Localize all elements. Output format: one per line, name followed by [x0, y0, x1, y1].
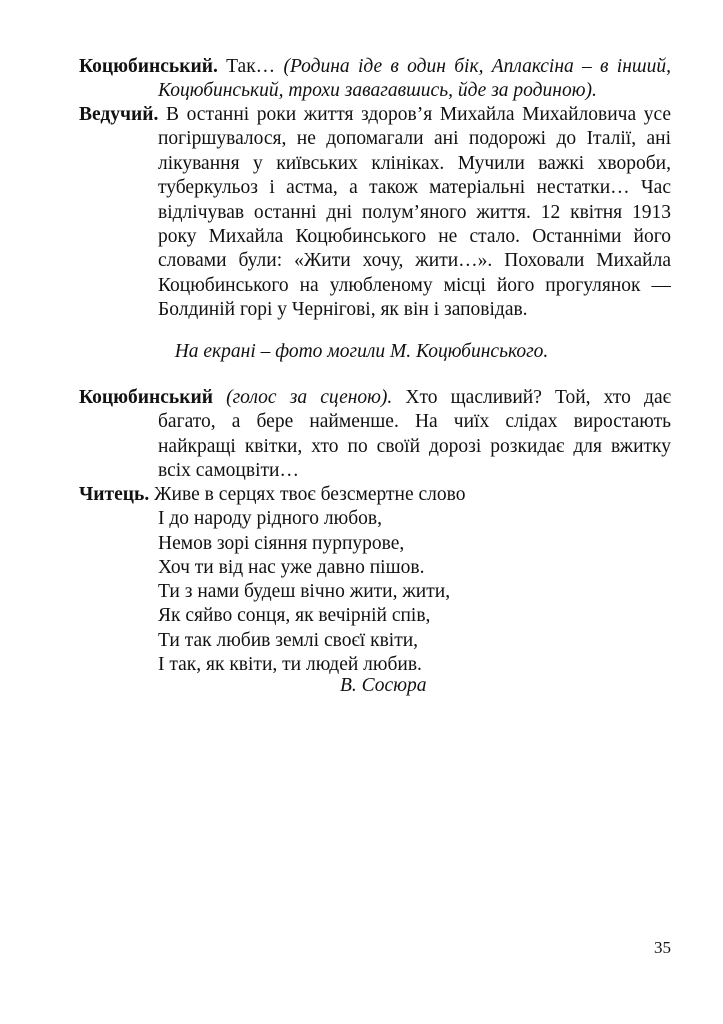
dialogue-text: В останні роки життя здоров’я Михайла Михайловича усе — [158, 104, 671, 125]
poem-reader — [79, 483, 679, 677]
poem-line: Хоч ти від нас уже давно пішов. — [158, 556, 425, 578]
poem-line: Ти з нами будеш вічно жити, жити, — [158, 581, 451, 603]
speaker-name: Коцюбинський — [79, 387, 213, 408]
dialogue-kotsiubynskyi-2 — [79, 386, 671, 484]
dialogue-line: погіршувалося, не допомагали ані подорожі до Італії, ані — [158, 128, 671, 150]
poem-line: Як сяйво сонця, як вечірній спів, — [158, 605, 431, 627]
stage-note: На екрані – фото могили М. Коцюбинського. — [174, 341, 549, 362]
poem-text: Живе в серцях твоє безсмертне слово — [149, 484, 466, 505]
stage-direction: (Родина іде в один бік, Аплаксіна – в інший, — [283, 56, 671, 77]
speaker-name: Коцюбинський. — [79, 56, 218, 77]
poem-line — [79, 483, 679, 507]
speaker-name: Ведучий. — [79, 104, 159, 125]
poem-line: І так, як квіти, ти людей любив. — [158, 654, 422, 676]
stage-direction: (голос за сценою). — [212, 387, 393, 408]
page-number: 35 — [654, 938, 671, 957]
dialogue-line — [79, 386, 671, 410]
speaker-name: Читець. — [79, 484, 150, 505]
dialogue-line: найкращі квітки, хто по своїй дорозі розкидає для вжитку — [158, 435, 671, 457]
dialogue-line: всіх самоцвіти… — [158, 460, 299, 482]
dialogue-line — [79, 103, 671, 127]
poem-line: Ти так любив землі своєї квіти, — [158, 629, 419, 651]
dialogue-line — [79, 55, 671, 79]
dialogue-line: Коцюбинського на улюбленому місці його прогулянок — — [158, 274, 671, 296]
dialogue-line: року Михайла Коцюбинського не стало. Останніми його — [158, 226, 671, 248]
dialogue-line: багато, а бере найменше. На чиїх слідах виростають — [158, 411, 671, 433]
poem-line: І до народу рідного любов, — [158, 508, 382, 530]
dialogue-line: Болдиній горі у Чернігові, як він і заповідав. — [158, 299, 528, 321]
dialogue-text: Хто щасливий? Той, хто дає — [392, 387, 671, 408]
dialogue-text: Так… — [217, 56, 284, 77]
poem-author: В. Сосюра — [340, 675, 427, 696]
poem-line: Немов зорі сіяння пурпурове, — [158, 532, 405, 554]
dialogue-presenter — [79, 103, 671, 323]
dialogue-line: словами були: «Жити хочу, жити…». Поховали Михайла — [158, 250, 671, 272]
dialogue-line: відлічував останні дні полум’яного життя. 12 квітня 1913 — [158, 201, 671, 223]
dialogue-line: туберкульоз і астма, а також матеріальні нестатки… Час — [158, 177, 671, 199]
dialogue-line: лікування у київських клініках. Мучили важкі хвороби, — [158, 152, 671, 174]
dialogue-kotsiubynskyi-1 — [79, 55, 671, 104]
stage-direction: Коцюбинський, трохи завагавшись, йде за родиною). — [158, 80, 597, 102]
